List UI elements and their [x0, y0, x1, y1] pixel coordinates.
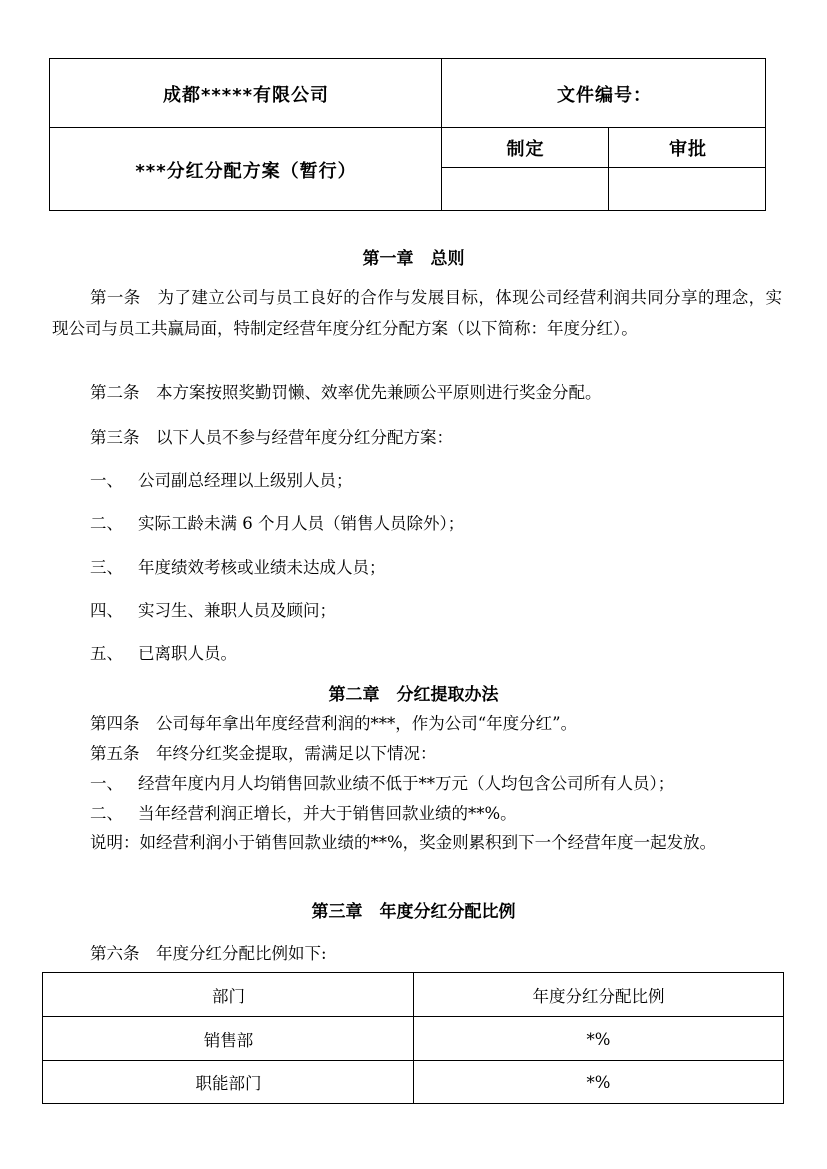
draft-label: 制定: [506, 139, 545, 160]
approve-signature-field: [609, 168, 767, 212]
draft-signature-field: [442, 168, 609, 212]
exclusion-item: [90, 640, 237, 664]
header-divider: [608, 127, 609, 210]
table-divider: [413, 973, 414, 1103]
header-table: [49, 58, 766, 211]
exclusion-text: 实习生、兼职人员及顾问；: [138, 601, 336, 620]
table-divider: [43, 1060, 783, 1061]
table-cell: *%: [586, 1072, 611, 1092]
condition-text: 当年经营利润正增长，并大于销售回款业绩的**%。: [138, 804, 517, 823]
condition-text: 经营年度内月人均销售回款业绩不低于**万元（人均包含公司所有人员）；: [138, 774, 675, 793]
exclusion-item: [90, 510, 464, 534]
header-divider: [50, 127, 765, 128]
company-name: 成都*****有限公司: [162, 84, 330, 106]
exclusion-text: 公司副总经理以上级别人员；: [138, 471, 353, 490]
condition-number: 二、: [90, 804, 123, 823]
chapter2-title: 第二章 分红提取办法: [328, 685, 499, 705]
exclusion-item: [90, 467, 353, 491]
exclusion-text: 年度绩效考核或业绩未达成人员；: [138, 558, 386, 577]
exclusion-item: [90, 554, 386, 578]
exclusion-number: 四、: [90, 601, 123, 620]
table-divider: [43, 1016, 783, 1017]
article-4: 第四条 公司每年拿出年度经营利润的***，作为公司“年度分红”。: [90, 714, 578, 733]
plan-title: ***分红分配方案（暂行）: [135, 161, 357, 182]
chapter3-title: 第三章 年度分红分配比例: [311, 902, 516, 922]
approve-label: 审批: [669, 139, 707, 160]
exclusion-text: 实际工龄未满 6 个月人员（销售人员除外）；: [138, 514, 465, 533]
distribution-table: [42, 972, 784, 1104]
article-6: 第六条 年度分红分配比例如下:: [90, 944, 327, 963]
header-divider: [441, 59, 442, 210]
article-3: 第三条 以下人员不参与经营年度分红分配方案：: [90, 428, 453, 447]
article-5: 第五条 年终分红奖金提取，需满足以下情况：: [90, 744, 437, 763]
chapter1-title: 第一章 总则: [362, 249, 465, 269]
exclusion-number: 一、: [90, 471, 123, 490]
table-cell: *%: [586, 1029, 611, 1049]
table-cell: 销售部: [203, 1031, 254, 1050]
exclusion-number: 二、: [90, 514, 123, 533]
article-2: 第二条 本方案按照奖勤罚懒、效率优先兼顾公平原则进行奖金分配。: [90, 383, 602, 402]
note: 说明：如经营利润小于销售回款业绩的**%，奖金则累积到下一个经营年度一起发放。: [90, 833, 717, 852]
doc-number-label: 文件编号：: [557, 84, 652, 106]
condition-number: 一、: [90, 774, 123, 793]
table-cell: 职能部门: [195, 1074, 262, 1093]
exclusion-number: 三、: [90, 558, 123, 577]
condition-item: [90, 770, 674, 794]
header-divider: [441, 167, 765, 168]
article-1: 第一条 为了建立公司与员工良好的合作与发展目标，体现公司经营利润共同分享的理念，实现公司与员工共赢局面，特制定经营年度分红分配方案（以下简称：年度分红）。: [52, 288, 782, 338]
exclusion-text: 已离职人员。: [138, 644, 237, 663]
exclusion-item: [90, 597, 336, 621]
condition-item: [90, 800, 517, 824]
table-header-cell: 部门: [212, 987, 245, 1006]
table-header-cell: 年度分红分配比例: [532, 987, 665, 1006]
exclusion-number: 五、: [90, 644, 123, 663]
